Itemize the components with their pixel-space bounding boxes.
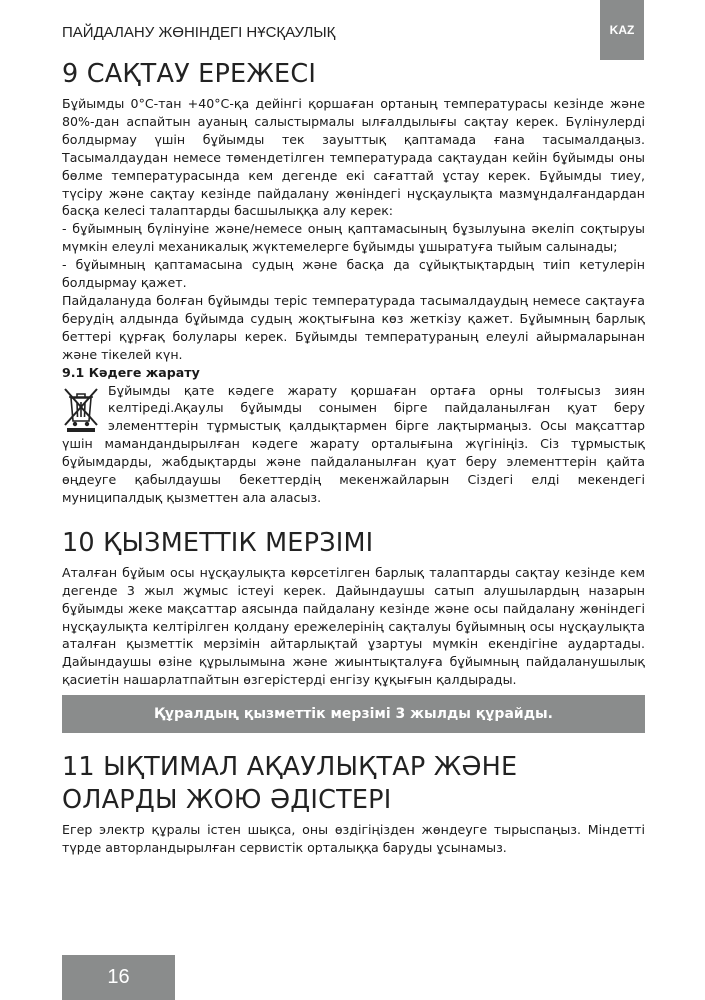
language-tab: KAZ (600, 0, 644, 60)
document-header: ПАЙДАЛАНУ ЖӨНІНДЕГІ НҰСҚАУЛЫҚ (62, 24, 336, 41)
disposal-block (62, 382, 645, 507)
section-9-bullet-1: - бұйымның бүлінуіне және/немесе оның қаптамасының бұзылуына әкеліп соқтыруы мүмкін елеулі механикалық жүктемелерге бұйымды ұшыратуға тыйым салынады; (62, 221, 645, 255)
section-11-heading (62, 751, 645, 817)
section-9-outro: Пайдалануда болған бұйымды теріс температурада тасымалдаудың немесе сақтауға берудің алдында бұйымда судың жоқтығына көз жеткізу қажет. Бұйымның барлық беттері құрғақ болулары керек. Бұйымды температураның елеулі айырмаларынан және тікелей күн. (62, 292, 645, 362)
section-11-heading-line-1: 11 ЫҚТИМАЛ АҚАУЛЫҚТАР ЖӘНЕ (62, 752, 518, 783)
page-number: 16 (62, 955, 175, 1000)
crossed-bin-icon (62, 385, 100, 433)
section-9-intro: Бұйымды 0°С-тан +40°С-қа дейінгі қоршаған ортаның температурасы кезінде және 80%-дан аспайтын ауаның салыстырмалы ылғалдылығы сақтау керек. Бүлінулерді болдырмау үшін бұйымды тек зауыттық қаптамада ғана тасымалдаңыз. Тасымалдаудан немесе төмендетілген температурада сақтаудан кейін бұйымды оны бөлме температурасында кем дегенде екі сағаттай ұстау керек. Бұйымды тиеу, түсіру және сақтау кезінде пайдалану жөніндегі нұсқаулықта мазмұндалғандардан басқа келесі талаптарды басшылыққа алу керек: (62, 96, 645, 219)
section-10-text: Аталған бұйым осы нұсқаулықта көрсетілген барлық талаптарды сақтау кезінде кем дегенде 3 жыл жұмыс істеуі керек. Дайындаушы сатып алушылардың назарын бұйымды жеке мақсаттар аясында пайдалану кезінде және осы пайдалану жөніндегі нұсқаулықта келтірілген қолдану ережелерінің сақталуы бұйымның осы нұсқаулықта аталған қызметтік мерзімін айтарлықтай ұзартуы мүмкін екендігіне аудартады. Дайындаушы өзіне құрылымына және жиынтықталуға бұйымның пайдаланушылық қасиетін нашарлатпайтын өзгерістерді енгізу құқығын қалдырады. (62, 564, 645, 688)
section-11-text: Егер электр құралы істен шықса, оны өздігіңізден жөндеуге тырыспаңыз. Міндетті түрде авторландырылған сервистік орталыққа баруды ұсынамыз. (62, 822, 645, 856)
service-life-banner: Құралдың қызметтік мерзімі 3 жылды құрайды. (62, 695, 645, 733)
page-content (62, 58, 645, 857)
section-9-bullet-2: - бұйымның қаптамасына судың және басқа да сұйықтықтардың тиіп кетулерін болдырмау қажет. (62, 257, 645, 291)
section-9-heading: 9 САҚТАУ ЕРЕЖЕСІ (62, 59, 317, 89)
disposal-text: Бұйымды қате кәдеге жарату қоршаған ортаға орны толғысыз зиян келтіреді.Ақаулы бұйымды сонымен бірге пайдаланылған қуат беру элементтерін тұрмыстық қалдықтармен бірге лақтырмаңыз. Осы мақсаттар үшін мамандандырылған кәдеге жарату орталығына жүгініңіз. Сіз тұрмыстық бұйымдарды, жабдықтарды және пайдаланылған қуат беру элементтерін қайта өңдеуге қабылдаушы бекеттердің мекенжайларын Сіздегі елді мекендегі муниципалдық қызметтен ала аласыз. (62, 382, 645, 505)
section-10-heading: 10 ҚЫЗМЕТТІК МЕРЗІМІ (62, 527, 374, 558)
disposal-subheading: 9.1 Кәдеге жарату (62, 364, 200, 380)
section-11-heading-line-2: ОЛАРДЫ ЖОЮ ӘДІСТЕРІ (62, 785, 392, 816)
